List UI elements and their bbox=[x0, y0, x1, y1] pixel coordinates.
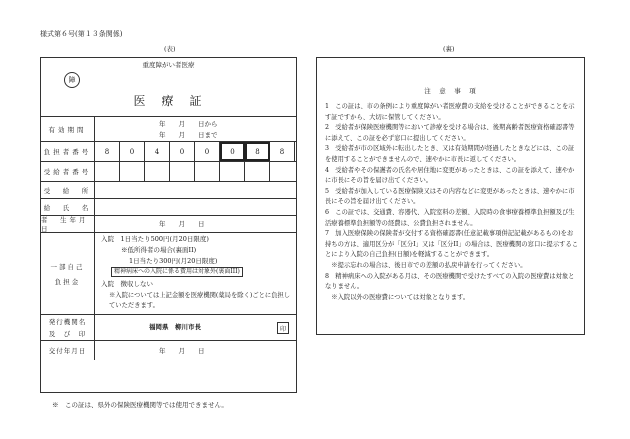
address-row bbox=[41, 181, 296, 198]
validity-row bbox=[41, 116, 296, 141]
note-item: ※入院以外の医療費については対象となります。 bbox=[325, 293, 470, 301]
form-number-label: 様式第６号(第１３条関係) bbox=[40, 30, 123, 38]
copay-inpatient: 入院 徴収しない bbox=[101, 280, 153, 288]
recipient-number-digits bbox=[95, 162, 270, 181]
copay-outpatient-note: ※低所得者の場合(裏面II) bbox=[121, 246, 197, 254]
issue-date-value: 年 月 日 bbox=[159, 347, 205, 355]
issuer-value: 福岡県 柳川市長 bbox=[149, 323, 201, 331]
copay-label bbox=[41, 233, 95, 314]
note-item: 3 受給者が市の区域外に転出したとき、又は有効期間が経過したときなどには、この証を使用することができませんので、速やかに市長に返してください。 bbox=[325, 145, 575, 163]
birthdate-value: 年 月 日 bbox=[159, 220, 205, 228]
issue-date-label: 交付年月日 bbox=[41, 341, 95, 360]
validity-start: 年 月 日から bbox=[159, 120, 218, 128]
issuer-row bbox=[41, 314, 296, 340]
validity-label: 有効期間 bbox=[41, 117, 95, 141]
copay-psych-note: 精神病床への入院に係る費用は対象外(裏面III) bbox=[111, 267, 243, 277]
recipient-digit-cell bbox=[195, 162, 220, 181]
back-side-label: (裏) bbox=[443, 45, 455, 53]
notes-list bbox=[325, 102, 579, 303]
notes-title: 注 意 事 項 bbox=[424, 87, 477, 95]
payer-number-row bbox=[41, 141, 296, 161]
copay-row bbox=[41, 232, 296, 314]
birthdate-row bbox=[41, 215, 296, 232]
disability-circle-mark: 障 bbox=[64, 72, 80, 88]
note-item: ※提示忘れの場合は、後日市での差額の払戻申請を行ってください。 bbox=[325, 261, 527, 269]
note-item: 1 この証は、市の条例により重度障がい者医療費の支給を受けることができることを示す証ですから、大切に保管してください。 bbox=[325, 103, 575, 121]
payer-digit-cell: 8 bbox=[270, 142, 295, 161]
back-panel bbox=[316, 57, 585, 335]
note-item: 5 受給者が加入している医療保険又はその内容などに変更があったときは、速やかに市長にその旨を届け出てください。 bbox=[325, 187, 575, 206]
payer-number-label: 負担者番号 bbox=[41, 142, 95, 161]
issuer-label bbox=[41, 315, 95, 340]
payer-digit-cell: 0 bbox=[195, 142, 220, 161]
payer-digit-cell: 0 bbox=[220, 142, 245, 161]
recipient-number-row bbox=[41, 161, 296, 181]
recipient-number-label: 受給者番号 bbox=[41, 162, 95, 181]
recipient-digit-cell bbox=[220, 162, 245, 181]
payer-number-digits bbox=[95, 142, 295, 161]
issuer-label-bottom: 及 び 印 bbox=[48, 330, 87, 338]
issuer-label-top: 発行機関名 bbox=[48, 318, 87, 326]
note-item: 6 この証では、交通費、容器代、入院室料の差額、入院時の食事療養標準負担額及び生活療養標準負担額等の経費は、公費負担されません。 bbox=[325, 208, 575, 227]
issue-date-row bbox=[41, 340, 296, 360]
birthdate-label: 者 生年月日 bbox=[41, 216, 95, 232]
payer-digit-cell: 0 bbox=[170, 142, 195, 161]
card-title: 医 療 証 bbox=[133, 94, 204, 108]
note-item: 8 精神病床への入院がある月は、その医療機関で受けたすべての入院の医療費は対象となりません。 bbox=[325, 272, 575, 291]
note-item: 4 受給者やその保護者の氏名や居住地に変更があったときは、この証を添えて、速やかに市長にその旨を届け出てください。 bbox=[325, 166, 575, 185]
copay-outpatient-low: 1日当たり300円(月20日限度) bbox=[129, 257, 218, 265]
name-label: 給 氏 名 bbox=[41, 199, 95, 215]
recipient-digit-cell bbox=[145, 162, 170, 181]
front-panel bbox=[40, 57, 297, 393]
note-item: 7 加入医療保険の保険者が交付する資格確認書(任意記載事項併記記載があるもの)をお持ちの方は、適用区分が「区分I」又は「区分II」の場合は、医療機関の窓口に提示することにより入院の自己負担(日額)を軽減することができます。 bbox=[325, 230, 579, 259]
address-label: 受 給 所 bbox=[41, 182, 95, 198]
copay-label-top: 一部自己 bbox=[50, 262, 85, 271]
note-item: 2 受給者が保険医療機関等において診療を受ける場合は、後期高齢者医療資格確認書等に添えて、この証を必ず窓口に提出してください。 bbox=[325, 124, 575, 142]
copay-label-bottom: 負担金 bbox=[54, 277, 81, 286]
front-bottom-spacer bbox=[41, 360, 296, 392]
recipient-digit-cell bbox=[245, 162, 270, 181]
front-side-label: (表) bbox=[164, 45, 176, 53]
name-row bbox=[41, 198, 296, 215]
payer-digit-cell: 8 bbox=[245, 142, 270, 161]
validity-end: 年 月 日まで bbox=[159, 131, 218, 139]
copay-inpatient-note: ※入院については上記金額を医療機関(薬局を除く)ごとに負担していただきます。 bbox=[109, 292, 291, 309]
payer-digit-cell: 0 bbox=[120, 142, 145, 161]
issuer-seal: 印 bbox=[277, 322, 289, 334]
payer-digit-cell: 4 bbox=[145, 142, 170, 161]
footer-note: ※ この証は、県外の保険医療機関等では使用できません。 bbox=[52, 401, 228, 409]
payer-digit-cell: 8 bbox=[95, 142, 120, 161]
subsidy-title: 重度障がい者医療 bbox=[142, 61, 195, 69]
recipient-digit-cell bbox=[170, 162, 195, 181]
recipient-digit-cell bbox=[95, 162, 120, 181]
copay-outpatient: 入院 1日当たり500円(月20日限度) bbox=[101, 235, 209, 243]
recipient-digit-cell bbox=[120, 162, 145, 181]
